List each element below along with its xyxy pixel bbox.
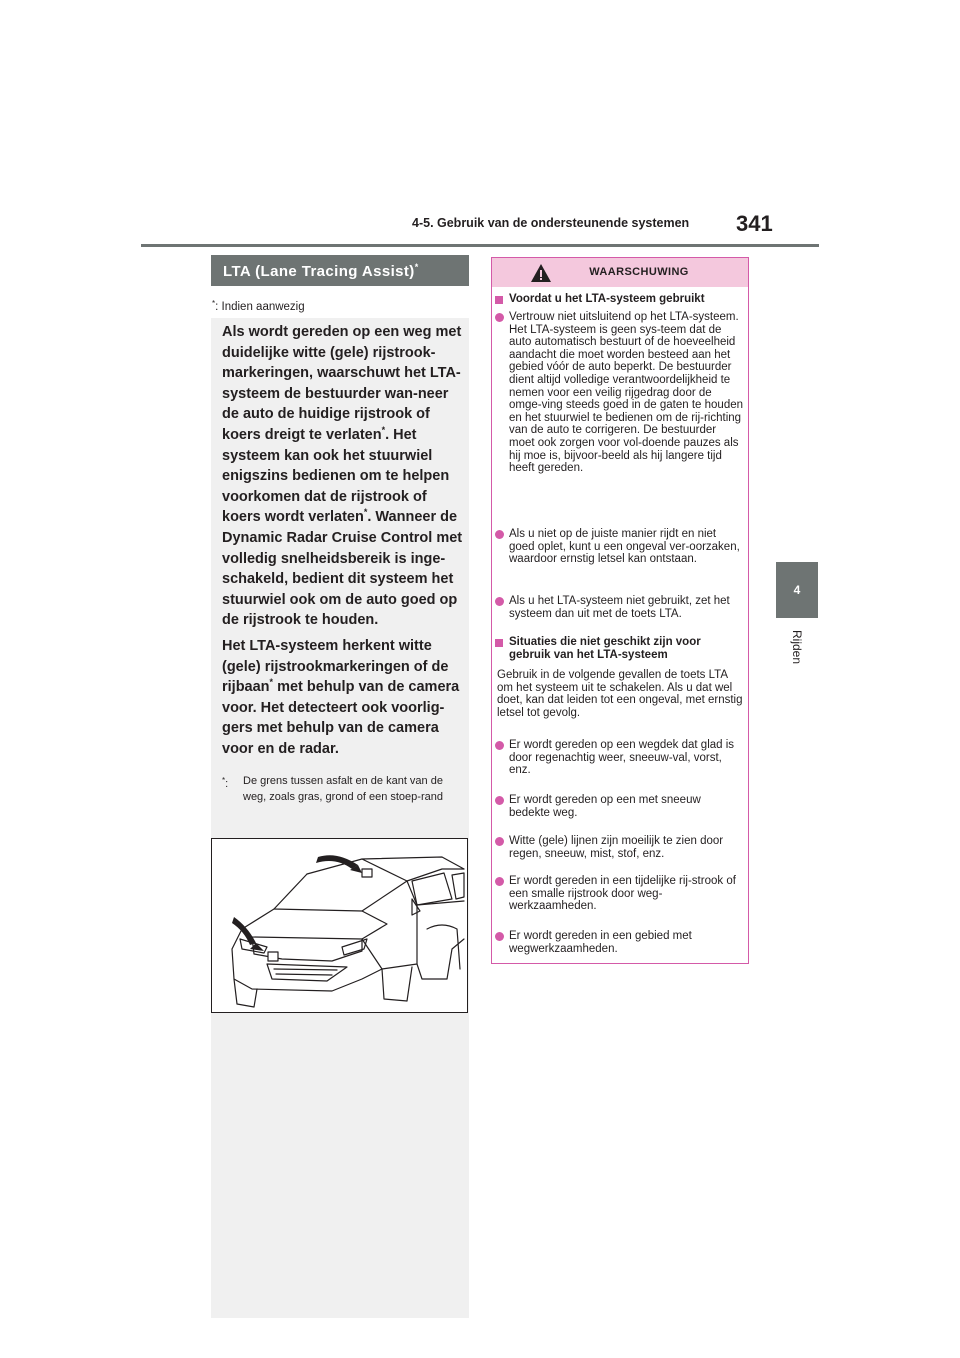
footnote-colon: : xyxy=(225,778,229,790)
round-bullet-icon xyxy=(495,313,504,322)
chapter-number: 4 xyxy=(793,583,801,597)
intro-p1-mark-2: * xyxy=(363,507,368,518)
lta-heading-bar xyxy=(211,255,469,286)
intro-box xyxy=(211,318,469,1318)
chapter-label: Rijden xyxy=(790,630,804,665)
round-bullet-icon xyxy=(495,837,504,846)
warning-bullet-7 xyxy=(492,875,747,913)
lta-heading-mark: * xyxy=(414,262,419,272)
warning-bullet-1-text: Vertrouw niet uitsluitend op het LTA-systeem. Het LTA-systeem is geen sys-teem dat de auto automatisch bestuurt of de hoeveelheid aandacht die moet worden besteed aan het gebied vóór de auto beperkt. De bestuurder dient altijd volledige verantwoordelijkheid te nemen voor een veilig rijgedrag door de omge-ving steeds goed in de gaten te houden en het stuurwiel te bedienen om de rij-richting van de auto te corrigeren. De bestuurder moet ook zorgen voor vol-doende pauzes als hij moe is, bijvoor-beeld als hij langere tijd heeft gereden. xyxy=(509,311,744,475)
warning-title: WAARSCHUWING xyxy=(589,266,689,278)
round-bullet-icon xyxy=(495,597,504,606)
lta-heading xyxy=(223,262,419,280)
intro-p1-part-3: . Wanneer de Dynamic Radar Cruise Control met volledig snelheidsbereik is inge-schakeld, bedient dit systeem het stuurwiel ook om de auto goed op de rijstrook te houden. xyxy=(222,509,463,629)
round-bullet-icon xyxy=(495,530,504,539)
page-number: 341 xyxy=(736,211,773,236)
warning-banner xyxy=(492,258,748,287)
chapter-label-container xyxy=(776,626,818,686)
round-bullet-icon xyxy=(495,796,504,805)
warning-plain-text: Gebruik in de volgende gevallen de toets LTA om het systeem uit te schakelen. Als u dat wel doet, kan dat leiden tot een ongeval, met ernstig letsel tot gevolg. xyxy=(497,669,743,719)
warning-bullet-4 xyxy=(492,739,747,777)
lta-heading-text: LTA (Lane Tracing Assist) xyxy=(223,263,415,280)
intro-p1-mark-1: * xyxy=(381,424,386,435)
intro-p1-part-1: Als wordt gereden op een weg met duidelijke witte (gele) rijstrook-markeringen, waarschuwt het LTA-systeem de bestuurder wan-neer de auto de huidige rijstrook of koers dreigt te verlaten xyxy=(222,324,462,443)
warning-bullet-4-text: Er wordt gereden op een wegdek dat glad is door regenachtig weer, sneeuw-val, vorst, enz. xyxy=(509,739,735,777)
header-rule xyxy=(141,244,819,247)
warning-bullet-1 xyxy=(492,311,747,475)
warning-bullet-2-text: Als u niet op de juiste manier rijdt en niet goed oplet, kunt u een ongeval ver-oorzaken, waardoor ernstig letsel kan ontstaan. xyxy=(509,528,740,566)
square-bullet-icon xyxy=(495,296,503,304)
car-illustration-icon xyxy=(212,839,467,1012)
warning-bullet-2 xyxy=(492,528,747,566)
warning-bullet-7-text: Er wordt gereden in een tijdelijke rij-strook of een smalle rijstrook door weg-werkzaamheden. xyxy=(509,875,736,913)
intro-p2-part-2: met behulp van de camera voor. Het detecteert ook voorlig-gers met behulp van de camera voor en de radar. xyxy=(222,679,460,757)
square-bullet-icon xyxy=(495,639,503,647)
warning-bullet-8 xyxy=(492,930,747,955)
warning-bullet-5-text: Er wordt gereden op een met sneeuw bedekte weg. xyxy=(509,794,701,819)
footnote xyxy=(222,773,462,805)
round-bullet-icon xyxy=(495,741,504,750)
round-bullet-icon xyxy=(495,877,504,886)
car-illustration-figure xyxy=(211,838,468,1013)
intro-p2-part-1: Het LTA-systeem herkent witte (gele) rijstrookmarkeringen of de rijbaan xyxy=(222,638,449,696)
warning-bullet-6-text: Witte (gele) lijnen zijn moeilijk te zien door regen, sneeuw, mist, stof, enz. xyxy=(509,835,724,860)
footnote-text: De grens tussen asfalt en de kant van de weg, zoals gras, grond of een stoep-rand xyxy=(243,775,443,803)
round-bullet-icon xyxy=(495,932,504,941)
warning-box xyxy=(491,257,749,964)
warning-heading-1 xyxy=(492,293,747,306)
availability-note xyxy=(212,299,305,313)
warning-bullet-6 xyxy=(492,835,747,860)
section-title: 4-5. Gebruik van de ondersteunende systemen xyxy=(412,216,690,230)
intro-paragraph-1 xyxy=(222,322,467,631)
warning-heading-1-text: Voordat u het LTA-systeem gebruikt xyxy=(509,293,705,305)
warning-bullet-3-text: Als u het LTA-systeem niet gebruikt, zet het systeem dan uit met de toets LTA. xyxy=(509,595,730,620)
availability-mark: * xyxy=(212,299,216,308)
warning-heading-2-text: Situaties die niet geschikt zijn voor gebruik van het LTA-systeem xyxy=(509,636,701,661)
warning-bullet-3 xyxy=(492,595,747,620)
availability-text: : Indien aanwezig xyxy=(215,301,305,313)
intro-paragraph-2 xyxy=(222,636,467,760)
warning-bullet-8-text: Er wordt gereden in een gebied met wegwerkzaamheden. xyxy=(509,930,692,955)
warning-heading-2 xyxy=(492,636,747,661)
chapter-tab xyxy=(776,562,818,618)
footnote-asterisk: * xyxy=(222,776,226,785)
footnote-mark xyxy=(222,773,228,792)
intro-p1-part-2: . Het systeem kan ook het stuurwiel enigszins bedienen om te helpen voorkomen dat de rijstrook of koers wordt verlaten xyxy=(222,426,450,526)
warning-bullet-5 xyxy=(492,794,747,819)
intro-p2-mark: * xyxy=(269,677,274,688)
